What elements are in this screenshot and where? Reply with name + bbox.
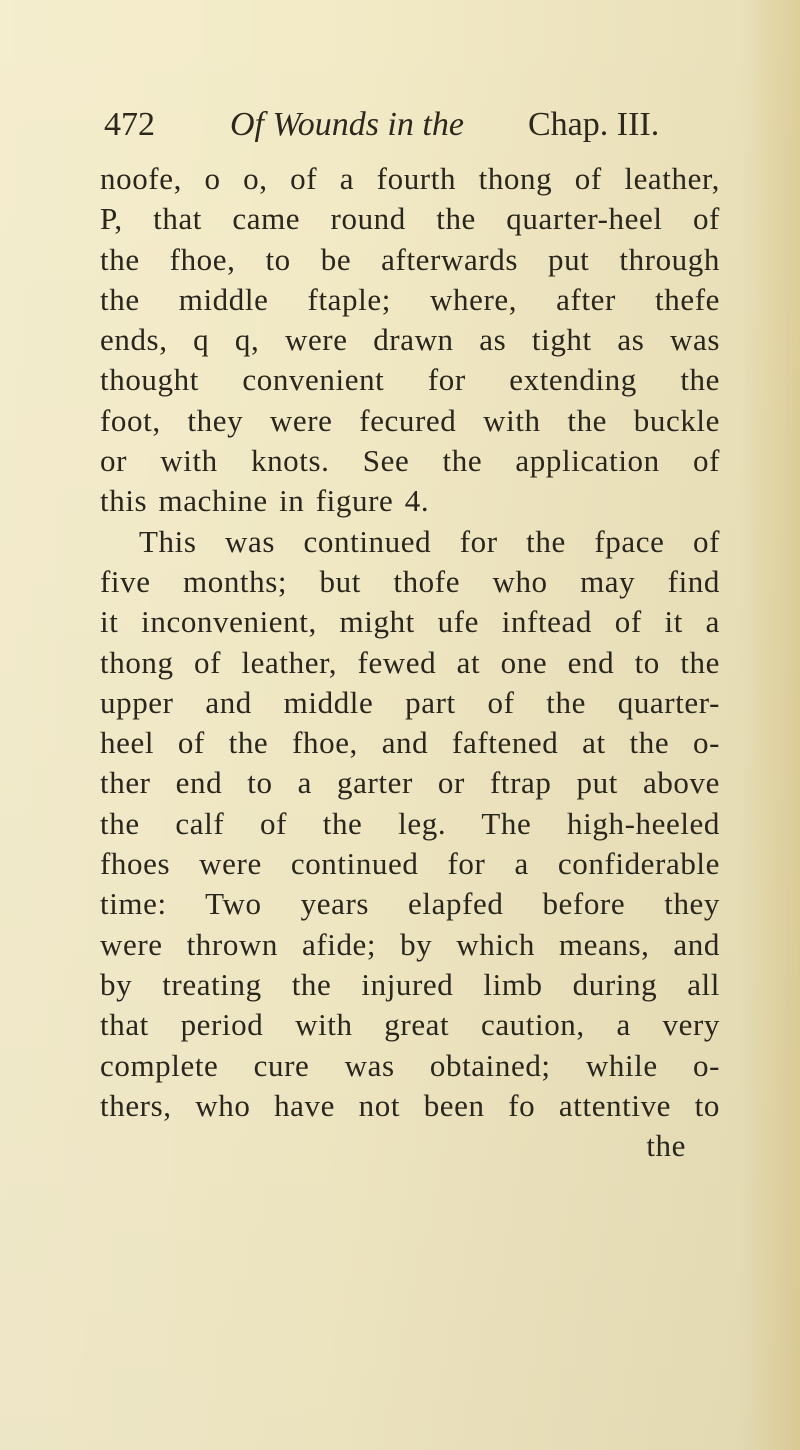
text-line: that period with great caution, a very bbox=[100, 1007, 720, 1043]
text-line: foot, they were fecured with the buckle bbox=[100, 402, 720, 438]
text-line: P, that came round the quarter-heel of bbox=[100, 201, 720, 237]
text-line: fhoes were continued for a confiderable bbox=[100, 846, 720, 882]
text-line: upper and middle part of the quarter- bbox=[100, 684, 720, 720]
body-text bbox=[100, 159, 720, 1166]
catchword: the bbox=[646, 1128, 686, 1164]
text-line: five months; but thofe who may find bbox=[100, 563, 720, 599]
text-line: by treating the injured limb during all bbox=[100, 966, 720, 1002]
text-line: thong of leather, fewed at one end to the bbox=[100, 644, 720, 680]
text-line: it inconvenient, might ufe inftead of it a bbox=[100, 604, 720, 640]
page-edge-shading bbox=[740, 0, 800, 1450]
text-line: were thrown afide; by which means, and bbox=[100, 926, 720, 962]
page-number: 472 bbox=[104, 106, 155, 143]
text-line: the calf of the leg. The high-heeled bbox=[100, 805, 720, 841]
text-line: this machine in figure 4. bbox=[100, 483, 430, 519]
running-title: Of Wounds in the bbox=[230, 106, 464, 143]
text-line: or with knots. See the application of bbox=[100, 443, 720, 479]
text-line: complete cure was obtained; while o- bbox=[100, 1047, 720, 1083]
text-line: heel of the fhoe, and faftened at the o- bbox=[100, 725, 720, 761]
text-line: noofe, o o, of a fourth thong of leather, bbox=[100, 161, 720, 196]
text-line: ther end to a garter or ftrap put above bbox=[100, 765, 720, 801]
text-line: thought convenient for extending the bbox=[100, 362, 720, 398]
text-line: This was continued for the fpace of bbox=[139, 523, 720, 559]
text-line: time: Two years elapfed before they bbox=[100, 886, 720, 922]
running-header bbox=[100, 100, 700, 150]
chapter-label: Chap. III. bbox=[528, 106, 660, 143]
text-line: the middle ftaple; where, after thefe bbox=[100, 281, 720, 317]
text-line: thers, who have not been fo attentive to bbox=[100, 1087, 720, 1123]
text-line: the fhoe, to be afterwards put through bbox=[100, 241, 720, 277]
text-line: ends, q q, were drawn as tight as was bbox=[100, 322, 720, 358]
